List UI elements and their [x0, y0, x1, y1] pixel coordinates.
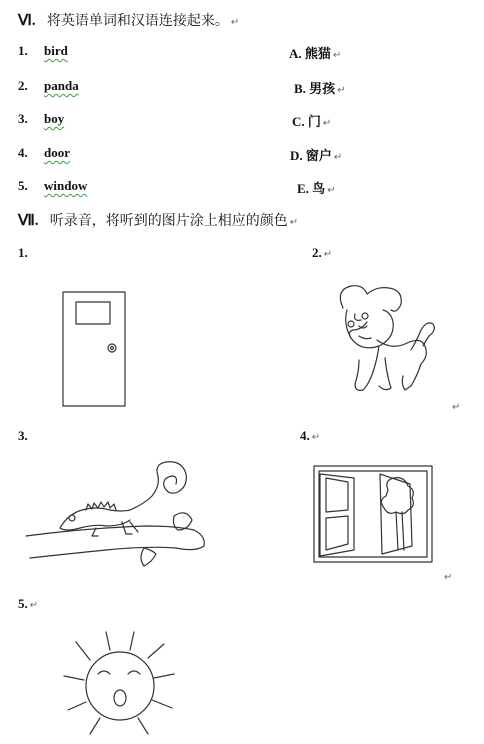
option-e-text: 鸟	[312, 182, 326, 197]
word-1: bird	[44, 43, 68, 58]
option-d-letter: D.	[290, 148, 303, 163]
section-7-number: Ⅶ.	[18, 213, 39, 229]
sun-drawing	[60, 630, 180, 740]
paragraph-mark: ↵	[333, 152, 343, 163]
word-number-4: 4.	[18, 145, 28, 160]
door-drawing	[60, 290, 130, 410]
chameleon-drawing	[26, 462, 216, 572]
section-6-title: 将英语单词和汉语连接起来。	[46, 13, 229, 29]
word-number-1: 1.	[18, 43, 28, 58]
paragraph-mark: ↵	[452, 402, 461, 413]
word-2: panda	[44, 78, 79, 93]
picture-number-4: 4. ↵	[300, 428, 321, 443]
paragraph-mark: ↵	[444, 572, 453, 583]
dog-drawing	[325, 280, 445, 400]
section-7-title: 听录音，将听到的图片涂上相应的颜色	[49, 213, 288, 229]
option-e-letter: E.	[297, 181, 309, 196]
section-6-heading	[18, 10, 239, 30]
option-c	[292, 111, 331, 130]
picture-number-1: 1.	[18, 245, 28, 260]
option-a-text: 熊猫	[304, 47, 331, 62]
paragraph-mark: ↵	[332, 50, 342, 61]
option-b	[294, 78, 346, 97]
paragraph-mark: ↵	[337, 85, 346, 96]
paragraph-mark: ↵	[230, 17, 240, 28]
option-c-letter: C.	[292, 114, 305, 129]
picture-number-2: 2. ↵	[312, 245, 333, 260]
option-a	[289, 43, 341, 62]
word-number-5: 5.	[18, 178, 28, 193]
section-7-heading	[18, 210, 298, 230]
option-b-text: 男孩	[309, 82, 336, 97]
paragraph-mark: ↵	[322, 118, 332, 129]
option-d	[290, 145, 342, 164]
word-3: boy	[44, 111, 65, 126]
picture-number-3: 3.	[18, 428, 28, 443]
paragraph-mark: ↵	[289, 217, 299, 228]
word-4: door	[44, 145, 70, 160]
option-b-letter: B.	[294, 81, 306, 96]
option-d-text: 窗户	[305, 149, 332, 164]
option-a-letter: A.	[289, 46, 302, 61]
picture-number-5: 5. ↵	[18, 596, 39, 611]
window-drawing	[312, 464, 436, 566]
word-number-2: 2.	[18, 78, 28, 93]
option-e	[297, 178, 336, 197]
option-c-text: 门	[307, 115, 321, 130]
paragraph-mark: ↵	[327, 185, 336, 196]
word-5: window	[44, 178, 88, 193]
word-number-3: 3.	[18, 111, 28, 126]
section-6-number: Ⅵ.	[18, 13, 36, 29]
